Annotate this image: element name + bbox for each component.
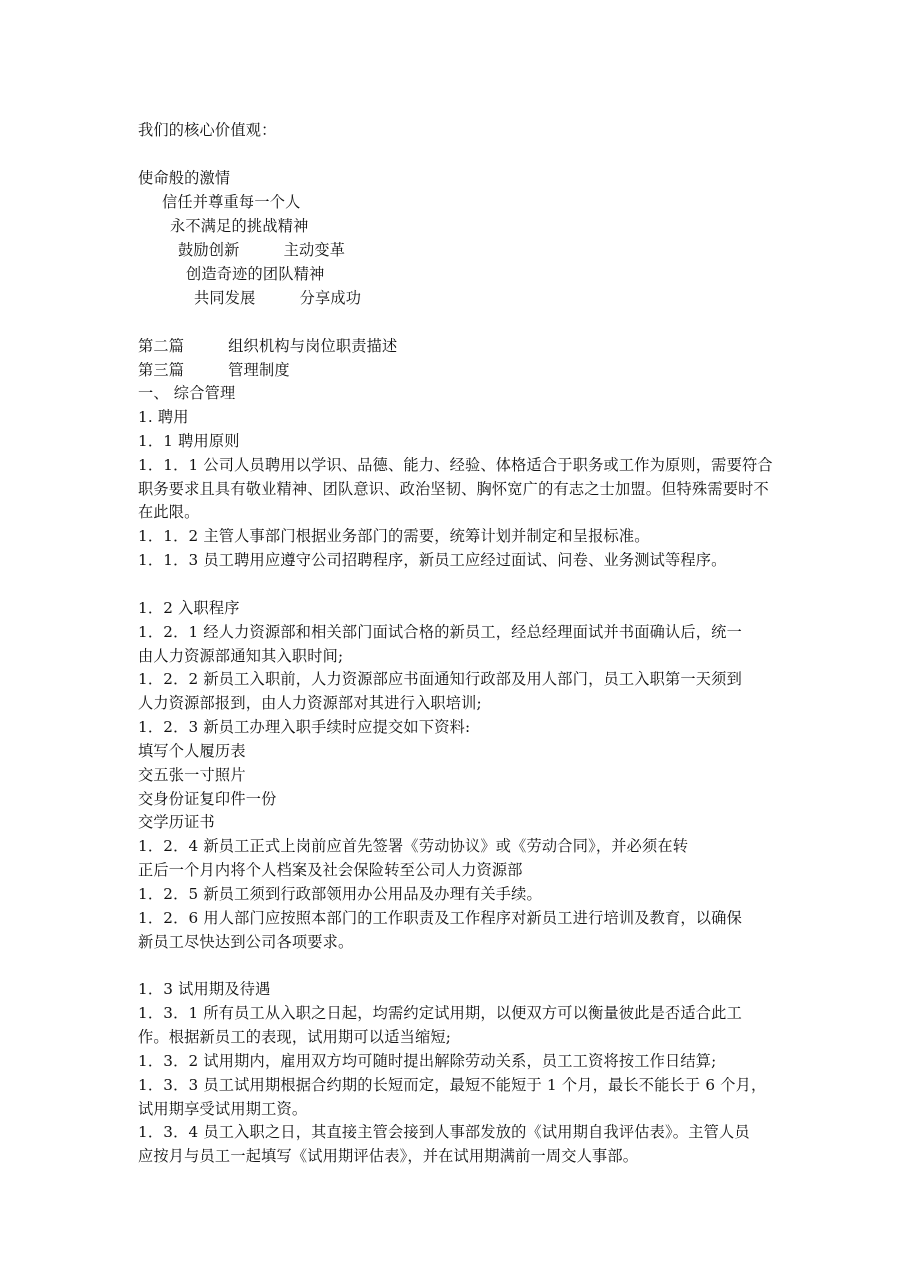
paragraph-line: 1．3．4 员工入职之日，其直接主管会接到人事部发放的《试用期自我评估表》。主管人员 xyxy=(138,1123,750,1141)
section-heading: 一、 综合管理 xyxy=(138,384,236,402)
paragraph-line: 作。根据新员工的表现，试用期可以适当缩短; xyxy=(138,1028,452,1046)
part2-title: 组织机构与岗位职责描述 xyxy=(228,337,398,355)
paragraph-line: 1．2．2 新员工入职前，人力资源部应书面通知行政部及用人部门，员工入职第一天须到 xyxy=(138,670,742,688)
paragraph-line: 1．2．1 经人力资源部和相关部门面试合格的新员工，经总经理面试并书面确认后，统一 xyxy=(138,623,742,641)
part2-heading xyxy=(138,334,397,358)
paragraph-line: 1．2．5 新员工须到行政部领用办公用品及办理有关手续。 xyxy=(138,885,542,903)
paragraph-line: 正后一个月内将个人档案及社会保险转至公司人力资源部 xyxy=(138,861,523,879)
part2-label: 第二篇 xyxy=(138,337,185,355)
subsection-heading: 1．1 聘用原则 xyxy=(138,432,240,450)
paragraph-line: 应按月与员工一起填写《试用期评估表》，并在试用期满前一周交人事部。 xyxy=(138,1147,639,1165)
part3-heading xyxy=(138,358,290,382)
subsection-heading: 1. 聘用 xyxy=(138,408,189,426)
value-innovation: 鼓励创新 xyxy=(178,241,240,259)
paragraph-line: 1．2．6 用人部门应按照本部门的工作职责及工作程序对新员工进行培训及教育，以确保 xyxy=(138,909,742,927)
list-item: 交学历证书 xyxy=(138,813,215,831)
paragraph-line: 1．3．1 所有员工从入职之日起，均需约定试用期，以便双方可以衡量彼此是否适合此工 xyxy=(138,1004,742,1022)
part3-label: 第三篇 xyxy=(138,361,185,379)
paragraph-line: 1．1．2 主管人事部门根据业务部门的需要，统筹计划并制定和呈报标准。 xyxy=(138,527,650,545)
paragraph-line: 由人力资源部通知其入职时间; xyxy=(138,647,344,665)
paragraph-line: 职务要求且具有敬业精神、团队意识、政治坚韧、胸怀宽广的有志之士加盟。但特殊需要时不 xyxy=(138,480,769,498)
value-passion: 使命般的激情 xyxy=(138,169,231,187)
paragraph-line: 1．3．2 试用期内，雇用双方均可随时提出解除劳动关系，员工工资将按工作日结算; xyxy=(138,1052,717,1070)
paragraph-line: 1．2．3 新员工办理入职手续时应提交如下资料: xyxy=(138,718,471,736)
part3-title: 管理制度 xyxy=(228,361,290,379)
paragraph-line: 1．1．3 员工聘用应遵守公司招聘程序，新员工应经过面试、问卷、业务测试等程序。 xyxy=(138,551,727,569)
list-item: 填写个人履历表 xyxy=(138,742,246,760)
list-item: 交五张一寸照片 xyxy=(138,766,246,784)
list-item: 交身份证复印件一份 xyxy=(138,790,277,808)
paragraph-line: 1．2．4 新员工正式上岗前应首先签署《劳动协议》或《劳动合同》，并必须在转 xyxy=(138,837,689,855)
paragraph-line: 新员工尽快达到公司各项要求。 xyxy=(138,933,354,951)
value-change: 主动变革 xyxy=(283,241,346,259)
paragraph-line: 1．1．1 公司人员聘用以学识、品德、能力、经验、体格适合于职务或工作为原则，需要符合 xyxy=(138,456,773,474)
paragraph-line: 试用期享受试用期工资。 xyxy=(138,1100,308,1118)
value-share: 分享成功 xyxy=(299,289,362,307)
subsection-heading: 1．2 入职程序 xyxy=(138,599,240,617)
value-challenge: 永不满足的挑战精神 xyxy=(170,217,309,235)
value-trust: 信任并尊重每一个人 xyxy=(162,193,301,211)
value-teamwork: 创造奇迹的团队精神 xyxy=(186,265,325,283)
value-development: 共同发展 xyxy=(194,289,256,307)
value-development-row xyxy=(194,286,361,310)
subsection-heading: 1．3 试用期及待遇 xyxy=(138,980,271,998)
intro-heading: 我们的核心价值观： xyxy=(138,121,277,139)
paragraph-line: 1．3．3 员工试用期根据合约期的长短而定，最短不能短于 1 个月，最长不能长于 6 个月， xyxy=(138,1076,767,1094)
paragraph-line: 在此限。 xyxy=(138,503,200,521)
paragraph-line: 人力资源部报到，由人力资源部对其进行入职培训; xyxy=(138,694,482,712)
value-innovation-row xyxy=(178,238,345,262)
